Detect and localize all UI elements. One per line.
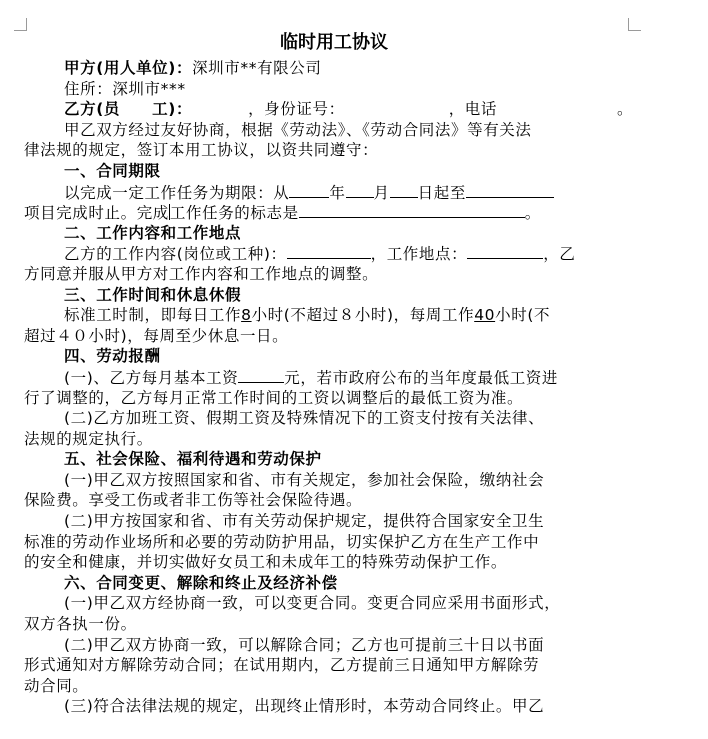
section-5-para-1-line-2: 保险费。享受工伤或者非工伤等社会保险待遇。 — [24, 491, 363, 510]
section-1-heading: 一、合同期限 — [64, 161, 161, 180]
line-end: 。 — [524, 204, 541, 223]
start-year-blank[interactable] — [289, 182, 329, 198]
work-place-blank[interactable] — [467, 243, 543, 259]
section-6-para-1-line-1: (一)甲乙双方经协商一致，可以变更合同。变更合同应采用书面形式， — [64, 594, 561, 613]
section-4-para-1-line-1 — [24, 367, 630, 388]
section-5-para-2-line-3: 的安全和健康，并切实做好女员工和未成年工的特殊劳动保护工作。 — [24, 553, 508, 572]
weekly-hours-text: 小时(不超过８小时)，每周工作 — [251, 306, 475, 325]
party-a-line — [24, 58, 630, 79]
base-salary-blank[interactable] — [238, 367, 284, 383]
weekly-hours-value[interactable]: 40 — [474, 306, 496, 325]
section-2-line-1 — [24, 243, 630, 264]
party-a-label: 甲方(用人单位)： — [64, 59, 193, 77]
section-6-para-3-line-1: (三)符合法律法规的规定，出现终止情形时，本劳动合同终止。甲乙 — [64, 697, 545, 716]
year-text: 年 — [329, 183, 346, 202]
term-text: 以完成一定工作任务为期限：从 — [64, 183, 290, 202]
document-body[interactable] — [24, 30, 634, 717]
section-1-line-1 — [24, 182, 630, 203]
section-5-para-2-line-2: 标准的劳动作业场所和必要的劳动防护用品，切实保护乙方在生产工作中 — [24, 532, 540, 551]
daily-hours-text: 标准工时制，即每日工作 — [64, 306, 242, 325]
party-b-phone-label: ，电话 — [448, 100, 497, 119]
section-4-para-1-line-2: 行了调整的，乙方每月正常工作时间的工资以调整后的最低工资为准。 — [24, 388, 524, 407]
work-place-text: ，工作地点： — [370, 245, 468, 264]
document-title: 临时用工协议 — [280, 32, 388, 53]
work-content-blank[interactable] — [287, 243, 371, 259]
section-6-heading: 六、合同变更、解除和终止及经济补偿 — [64, 573, 338, 592]
section-6-para-2-line-3: 动合同。 — [24, 676, 89, 695]
section-3-line-2: 超过４０小时)，每周至少休息一日。 — [24, 326, 289, 345]
party-b-line-end: 。 — [617, 100, 634, 119]
party-b-id-label: ，身份证号： — [248, 100, 345, 119]
section-5-heading: 五、社会保险、福利待遇和劳动保护 — [64, 450, 322, 469]
section-2-heading: 二、工作内容和工作地点 — [64, 223, 242, 242]
party-a-address-value: 深圳市*** — [112, 79, 186, 98]
start-month-blank[interactable] — [346, 182, 374, 198]
section-5-para-1-line-1: (一)甲乙双方按照国家和省、市有关规定，参加社会保险，缴纳社会 — [64, 470, 545, 489]
section-3-line-1 — [24, 305, 630, 326]
intro-line-1: 甲乙双方经过友好协商，根据《劳动法》、《劳动合同法》等有关法 — [64, 120, 532, 139]
section-2-line-2: 方同意并服从甲方对工作内容和工作地点的调整。 — [24, 264, 379, 283]
completion-mark-blank[interactable] — [299, 202, 525, 218]
party-a-name: 深圳市**有限公司 — [192, 59, 322, 77]
party-b-line — [24, 99, 634, 120]
line-end: 小时(不 — [495, 306, 551, 325]
party-a-address-label: 住所： — [64, 79, 113, 98]
section-4-heading: 四、劳动报酬 — [64, 347, 161, 366]
completion-mark-text: 工作任务的标志是 — [169, 204, 299, 223]
section-4-para-2-line-1: (二)乙方加班工资、假期工资及特殊情况下的工资支付按有关法律、 — [64, 409, 545, 428]
section-5-para-2-line-1: (二)甲方按国家和省、市有关劳动保护规定，提供符合国家安全卫生 — [64, 512, 545, 531]
party-b-label: 乙方(员 工)： — [64, 100, 193, 119]
completion-text: 项目完成时止。完成 — [24, 204, 169, 223]
line-end: ，乙 — [543, 245, 576, 264]
daily-hours-value[interactable]: 8 — [241, 306, 252, 325]
intro-line-2: 律法规的规定，签订本用工协议，以资共同遵守： — [24, 141, 379, 160]
section-4-para-2-line-2: 法规的规定执行。 — [24, 429, 153, 448]
end-date-blank[interactable] — [466, 182, 554, 198]
section-6-para-2-line-2: 形式通知对方解除劳动合同；在试用期内，乙方提前三日通知甲方解除劳 — [24, 656, 540, 675]
base-salary-text: (一)、乙方每月基本工资 — [64, 368, 239, 387]
party-a-address-line — [24, 79, 630, 100]
section-6-para-1-line-2: 双方各执一份。 — [24, 615, 137, 634]
start-day-blank[interactable] — [390, 182, 418, 198]
section-3-heading: 三、工作时间和休息休假 — [64, 285, 242, 304]
month-text: 月 — [373, 183, 390, 202]
day-text: 日起至 — [417, 183, 466, 202]
section-6-para-2-line-1: (二)甲乙双方协商一致，可以解除合同；乙方也可提前三十日以书面 — [64, 635, 545, 654]
work-content-text: 乙方的工作内容(岗位或工种)： — [64, 245, 287, 264]
salary-adjust-text: 元，若市政府公布的当年度最低工资进 — [284, 368, 558, 387]
section-1-line-2 — [24, 202, 630, 223]
